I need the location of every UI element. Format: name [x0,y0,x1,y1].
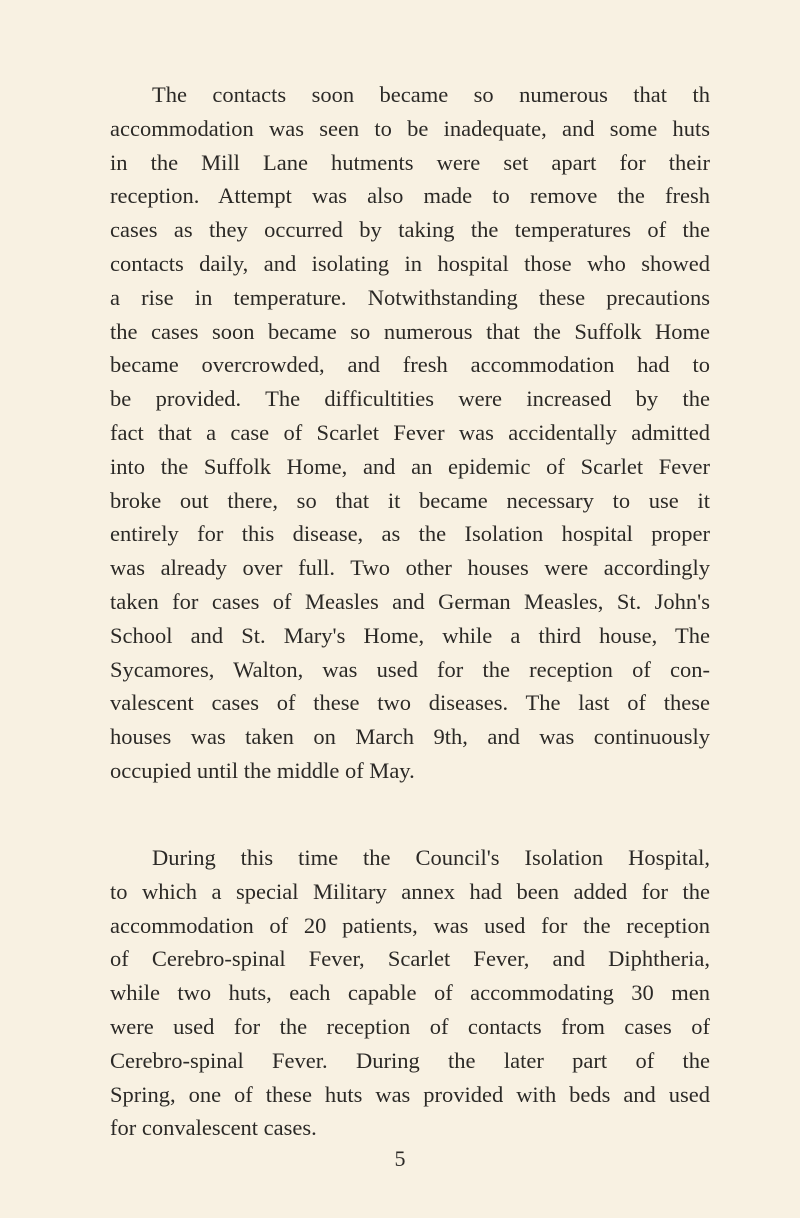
text-line: fact that a case of Scarlet Fever was accidentally admitted [110,419,710,445]
text-line: a rise in temperature. Notwithstanding these precautions [110,284,710,310]
text-line: Spring, one of these huts was provided with beds and used [110,1081,710,1107]
page-number: 5 [394,1146,406,1171]
text-line: became overcrowded, and fresh accommodation had to [110,352,710,378]
text-line: be provided. The difficultities were increased by the [110,386,710,412]
paragraph-1 [110,78,710,788]
text-line: while two huts, each capable of accommodating 30 men [110,980,710,1006]
text-line: occupied until the middle of May. [110,757,415,783]
text-line: were used for the reception of contacts from cases of [110,1013,710,1039]
paragraph-2 [110,841,710,1145]
text-line: the cases soon became so numerous that the Suffolk Home [110,318,710,344]
text-line: of Cerebro-spinal Fever, Scarlet Fever, and Diphtheria, [110,946,710,972]
text-line: into the Suffolk Home, and an epidemic of Scarlet Fever [110,453,710,479]
text-line: broke out there, so that it became necessary to use it [110,487,710,513]
text-line: for convalescent cases. [110,1115,317,1141]
text-line: in the Mill Lane hutments were set apart for their [110,149,710,175]
text-line: The contacts soon became so numerous that th [152,82,710,107]
text-line: taken for cases of Measles and German Measles, St. John's [110,588,710,614]
text-line: entirely for this disease, as the Isolation hospital proper [110,521,710,547]
text-line: cases as they occurred by taking the temperatures of the [110,217,710,243]
text-line: contacts daily, and isolating in hospital those who showed [110,250,710,276]
text-line: valescent cases of these two diseases. The last of these [110,690,710,716]
text-line: reception. Attempt was also made to remove the fresh [110,183,710,209]
text-line: Sycamores, Walton, was used for the reception of con- [110,656,710,682]
text-line: was already over full. Two other houses were accordingly [110,555,710,581]
text-line: houses was taken on March 9th, and was continuously [110,724,710,750]
text-line: During this time the Council's Isolation Hospital, [152,845,710,870]
text-line: Cerebro-spinal Fever. During the later part of the [110,1047,710,1073]
text-line: accommodation of 20 patients, was used for the reception [110,912,710,938]
text-line: accommodation was seen to be inadequate, and some huts [110,115,710,141]
text-line: School and St. Mary's Home, while a third house, The [110,622,710,648]
text-line: to which a special Military annex had been added for the [110,878,710,904]
